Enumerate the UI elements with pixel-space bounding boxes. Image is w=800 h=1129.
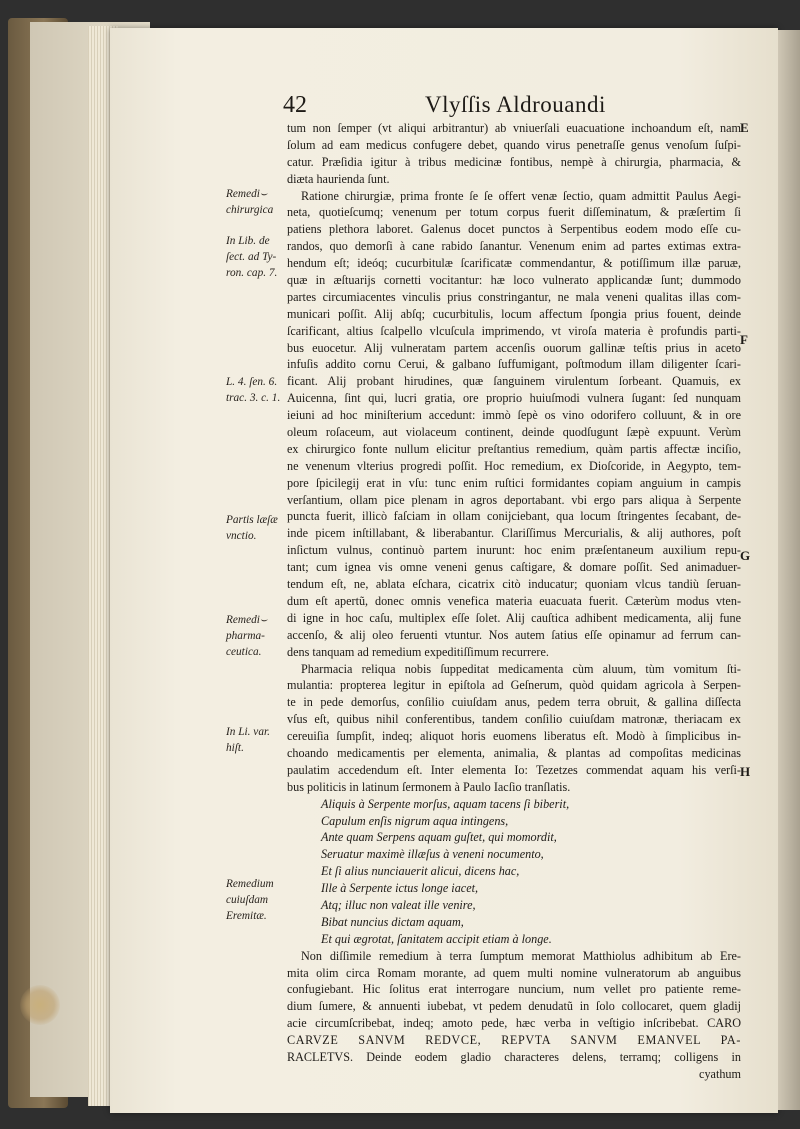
text-line: Ratione chirurgiæ, prima fronte ſe ſe offert venæ ſectio, quam admittit Paulus Aegi- <box>301 188 741 203</box>
text-line: paulatim accedendum eſt. Inter elementa Io: Tezetzes commendat aquam his verſi- <box>287 762 741 777</box>
signature-mark: F <box>740 332 748 347</box>
text-line: Non diſſimile remedium à terra ſumptum memorat Matthiolus adhibitum ab Ere- <box>301 948 741 963</box>
verse-line: Capulum enſis nigrum aqua intingens, <box>321 813 509 828</box>
text-line: puncta fuerit, illicò faſciam in ollam conijciebant, qua locum ſtringentes ſecabant, de- <box>287 509 741 524</box>
margin-note: Remedi⌣ pharma- ceutica. <box>226 614 268 658</box>
signature-mark: H <box>740 764 751 779</box>
text-line: vſus eſt, quibus nihil conferentibus, tandem conſilio cuiuſdam matronæ, theriacam ex <box>287 712 741 727</box>
margin-note: Partis læſæ vnctio. <box>226 514 278 542</box>
text-line: quæ in æſtuarijs cornetti vocitantur: hæ loco vulnerato applicandæ ſunt; dummodo <box>287 273 741 288</box>
text-line: randos, quo demorſi à cane rabido ſanantur. Venenum enim ad partes extimas extra- <box>287 239 741 254</box>
verse-line: Ante quam Serpens aquam guſtet, qui momordit, <box>321 830 557 845</box>
text-line: ex chirurgico fonte nullum elicitur preſtantius remedium, quàm partis affectæ inciſio, <box>287 441 741 456</box>
text-line: mulantia: propterea legitur in epiſtola ad Geſnerum, quòd quidam agricola à Serpen- <box>287 678 741 693</box>
text-line: pore ſpicilegij erat in vſu: tunc enim ruſtici formidantes copiam anguium in campis <box>287 475 741 490</box>
text-line: ficant. Alij probant hirudines, quæ ſanguinem virulentum ſorbeant. Quamuis, ex <box>287 374 741 389</box>
text-line: hendum eſt; ideóq; cucurbitulæ ſcarificatæ commendantur, & potiſſimum illæ paruæ, <box>287 256 741 271</box>
text-line: patiens plethora laboret. Galenus docet punctos à Serpentibus eodem modo eſſe cu- <box>287 222 741 237</box>
margin-note: In Li. var. hiſt. <box>226 726 270 754</box>
text-line: Auicenna, ſint qui, lucri gratia, ore proprio huiuſmodi vulnera ſugant: ſed nunquam <box>287 391 741 406</box>
text-line: dium ſumere, & annuenti iubebat, vt pedem denudatũ in ſolo collocaret, quem gladij <box>287 999 741 1014</box>
text-line: inſictum vulnus, continuò partem inurunt: hoc enim præſentaneum auxilium repu- <box>287 543 741 558</box>
text-line: municari poſſit. Alij abſq; cucurbitulis, locum affectum ſpongia prius fouent, deinde <box>287 306 741 321</box>
text-line: tum non ſemper (vt aliqui arbitrantur) ab vniuerſali euacuatione inchoandum eſt, nam <box>287 121 741 135</box>
page-number: 42 <box>283 92 307 118</box>
margin-note: In Lib. de ſect. ad Ty- ron. cap. 7. <box>226 235 278 279</box>
text-line: accenſo, & alij oleo feruenti vtuntur. Nos autem ſatius eſſe opinamur ad ferrum can- <box>287 627 741 642</box>
text-line: oleum roſaceum, aut violaceum continent, deinde quodſugunt ſæpè expuunt. Verùm <box>287 425 741 440</box>
text-line: dum eſt apertũ, donec omnis venefica materia euacuata fuerit. Cæterùm modus vten- <box>287 593 741 608</box>
text-line: diæta haurienda ſunt. <box>287 171 390 186</box>
text-line: catur. Præſidia igitur à tribus medicinæ fontibus, nempè à chirurgia, pharmacia, & <box>287 154 741 169</box>
signature-mark: E <box>740 120 749 135</box>
verse-line: Atq; illuc non valeat ille venire, <box>321 897 476 912</box>
margin-note: Remedium cuiuſdam Eremitæ. <box>226 878 274 922</box>
body-text <box>287 120 741 1083</box>
verse-line: Et ſi alius nunciauerit alicui, dicens hac, <box>321 864 520 879</box>
verse-line: Et qui ægrotat, ſanitatem accipit etiam à longe. <box>321 931 552 946</box>
text-line: verſantium, ollam pice plenam in agros deportabant. vbi ergo pars aliqua à Serpente <box>287 492 741 507</box>
text-line: ſcarificant, altius ſcalpello vlcuſcula imprimendo, vt viroſa materia è profundis parti- <box>287 323 741 338</box>
signature-mark: G <box>740 548 751 563</box>
verse-line: Seruatur maximè illæſus à veneni nocumento, <box>321 847 544 862</box>
text-line: te in pede demorſus, conſilio cuiuſdam anus, pedem terra obruit, & gallina diſſecta <box>287 695 741 710</box>
text-line: CARVZE SANVM REDVCE, REPVTA SANVM EMANVEL PA- <box>287 1033 741 1048</box>
text-line: tendum eſt, ne, ablata eſchara, cicatrix citò inducatur; quoniam vlcus tandiù ſeruan- <box>287 577 741 592</box>
text-line: partes circumiacentes vinculis prius constringantur, ne mala veneni qualitas illas com- <box>287 289 741 304</box>
text-line: ne venenum vlterius progredi poſſit. Hoc remedium, ex Dioſcoride, in Aegypto, tem- <box>287 458 741 473</box>
paper-stain <box>20 985 60 1025</box>
text-line: acie circumſcribebat, indeq; amoto pede, hæc verba in veſtigio inſcribebat. CARO <box>287 1016 741 1031</box>
text-line: bus euocetur. Alij vulneratam partem accenſis ouorum gallinæ teſtis prius in aceto <box>287 340 741 355</box>
text-line: infuſis addito cornu Cerui, & galbano ſuffumigant, poſtmodum illam diligenter ſcari- <box>287 357 741 372</box>
margin-note: Remedi⌣ chirurgica <box>226 188 274 216</box>
text-line: RACLETVS. Deinde eodem gladio characteres delens, terramq; colligens in <box>287 1049 741 1064</box>
right-page-edge <box>778 30 800 1110</box>
text-line: inde picem inſtillabant, & liberabantur. Clariſſimus Mercurialis, & alij authores, poſt <box>287 526 741 541</box>
text-line: dens tanquam ad remedium expeditiſſimum recurrere. <box>287 644 549 659</box>
text-line: Pharmacia reliqua nobis ſuppeditat medicamenta cùm aluum, tùm vomitum ſti- <box>301 661 741 676</box>
text-line: neta, quotieſcumq; venenum per totum corpus fuerit diſſeminatum, & præſertim ſi <box>287 205 741 220</box>
text-line: mita olim circa Romam morante, ad quem multi nomine vulneratorum ab anguibus <box>287 965 741 980</box>
text-line: choando medicamentis per elementa, animalia, & plantas ad compoſitas medicinas <box>287 745 741 760</box>
margin-note: L. 4. ſen. 6. trac. 3. c. 1. <box>226 376 281 404</box>
text-line: confugiebant. Hic ſolitus erat interrogare nuncium, num vellet pro patiente reme- <box>287 982 741 997</box>
running-head: Vlyſſis Aldrouandi <box>425 92 606 117</box>
text-line: di igne in hoc caſu, multiplex eſſe ſolet. Alij cauſtica adhibent medicamenta, alij fune <box>287 610 741 625</box>
catchword: cyathum <box>699 1066 741 1081</box>
text-line: cereuiſia ſumpſit, indeq; aliquot horis euomens liberatus eſt. Modò à ſimplicibus in- <box>287 729 741 744</box>
verse-line: Aliquis à Serpente morſus, aquam tacens ſi biberit, <box>321 796 570 811</box>
text-line: bus politicis in latinum ſermonem à Paulo Iacſio tranſlatis. <box>287 779 571 794</box>
text-line: ſolum ad eam medicus confugere debet, quando virus penetraſſe genus venoſum ſuſpi- <box>287 137 741 152</box>
text-line: tant; cum ignea vis omne veneni genus caſtigare, & domare poſſit. Sed animaduer- <box>287 560 741 575</box>
verse-line: Ille à Serpente ictus longe iacet, <box>321 881 479 896</box>
verse-line: Bibat nuncius dictam aquam, <box>321 914 464 929</box>
text-line: ieiuni ad hoc miniſterium accedunt: immò ſepè os vino odorifero colluunt, & in ore <box>287 408 741 423</box>
